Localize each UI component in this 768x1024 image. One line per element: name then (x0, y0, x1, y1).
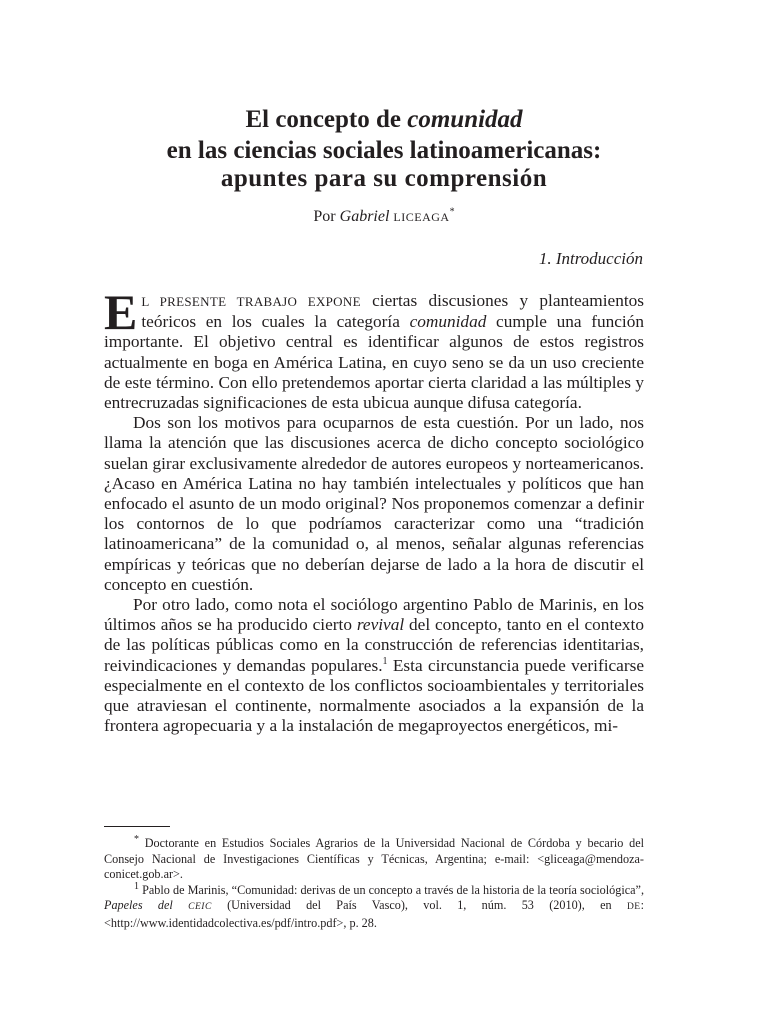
footnote-1-journal-acronym: CEIC (188, 902, 212, 912)
title-italic-word: comunidad (407, 106, 523, 133)
paragraph-3-italic: revival (356, 615, 405, 635)
byline-prefix: Por (313, 208, 340, 225)
article-title-line-3: apuntes para su comprensión (220, 165, 548, 192)
author-last-name: LICEAGA (393, 210, 450, 224)
paragraph-3-text-c: Esta circunstancia puede verificarse especialmente en el contexto de los conflictos socioambientales y territoriales que atraviesan el continente, normalmente asociados a la expansión de la frontera agropecuaria y a la instalación de megaproyectos energéticos, mi- (104, 655, 644, 736)
author-byline (0, 208, 768, 226)
article-title-line-1 (0, 104, 768, 135)
author-footnote-marker[interactable]: * (449, 206, 455, 218)
footnote-author-text: Doctorante en Estudios Sociales Agrarios de la Universidad Nacional de Córdoba y becario del Consejo Nacional de Investigaciones Científicas y Técnicas, Argentina; e-mail: <gliceaga@mendoza-conicet.gob.ar>. (104, 836, 644, 881)
author-first-name: Gabriel (339, 208, 390, 225)
footnote-1-journal (104, 898, 212, 912)
footnote-1-url[interactable]: : <http://www.identidadcolectiva.es/pdf/intro.pdf>, p. 28. (104, 898, 644, 930)
lead-in-smallcaps: L PRESENTE TRABAJO EXPONE (141, 294, 361, 309)
paragraph-3-text-b: del concepto, tanto en el contexto de las políticas públicas como en la construcción de referencias identitarias, reivindicaciones y demandas populares. (104, 615, 644, 675)
footnote-1-number: 1 (134, 880, 139, 892)
article-body (104, 284, 644, 736)
footnote-divider (104, 826, 170, 827)
footnote-1-marker[interactable]: 1 (382, 655, 388, 667)
footnote-1-text-b: (Universidad del País Vasco), vol. 1, núm. 53 (2010), en (211, 898, 627, 912)
drop-cap: E (104, 284, 138, 340)
paragraph-3 (104, 595, 644, 736)
footnote-author (104, 833, 644, 883)
section-heading: 1. Introducción (538, 249, 643, 268)
paragraph-1-text-b: cumple una función importante. El objetivo central es identificar algunos de estos registros actualmente en boga en América Latina, en cuyo seno se da un uso creciente de este término. Con ello pretendemos aportar cierta claridad a las múltiples y entrecruzadas significaciones de esta ubicua aunque difusa categoría. (104, 312, 644, 413)
paragraph-1-italic: comunidad (409, 312, 487, 332)
paragraph-2: Dos son los motivos para ocuparnos de esta cuestión. Por un lado, nos llama la atención que las discusiones acerca de dicho concepto sociológico suelan girar exclusivamente alrededor de autores europeos y norteamericanos. ¿Acaso en América Latina no hay también intelectuales y políticos que han enfocado el asunto de un modo original? Nos proponemos comenzar a definir los contornos de lo que podríamos caracterizar como una “tradición latinoamericana” de la comunidad o, al menos, señalar algunas referencias empíricas y teóricas que no deberían dejarse de lado a la hora de discutir el concepto en cuestión. (104, 413, 644, 594)
footnote-1-journal-title: Papeles del (104, 898, 189, 912)
footnote-1 (104, 880, 644, 932)
paragraph-3-text-a: Por otro lado, como nota el sociólogo argentino Pablo de Marinis, en los últimos años se ha producido cierto (104, 595, 644, 635)
footnotes (104, 833, 644, 931)
article-title-line-2: en las ciencias sociales latinoamericanas: (166, 137, 602, 164)
footnote-1-text-a: Pablo de Marinis, “Comunidad: derivas de un concepto a través de la historia de la teoría sociológica”, (139, 882, 644, 897)
paragraph-1 (104, 284, 644, 413)
footnote-author-marker: * (134, 833, 139, 845)
paragraph-1-text-a: ciertas discusiones y planteamientos teóricos en los cuales la categoría (141, 291, 644, 332)
title-prefix: El concepto de (245, 106, 408, 133)
footnote-1-smallcaps: DE (626, 902, 641, 912)
